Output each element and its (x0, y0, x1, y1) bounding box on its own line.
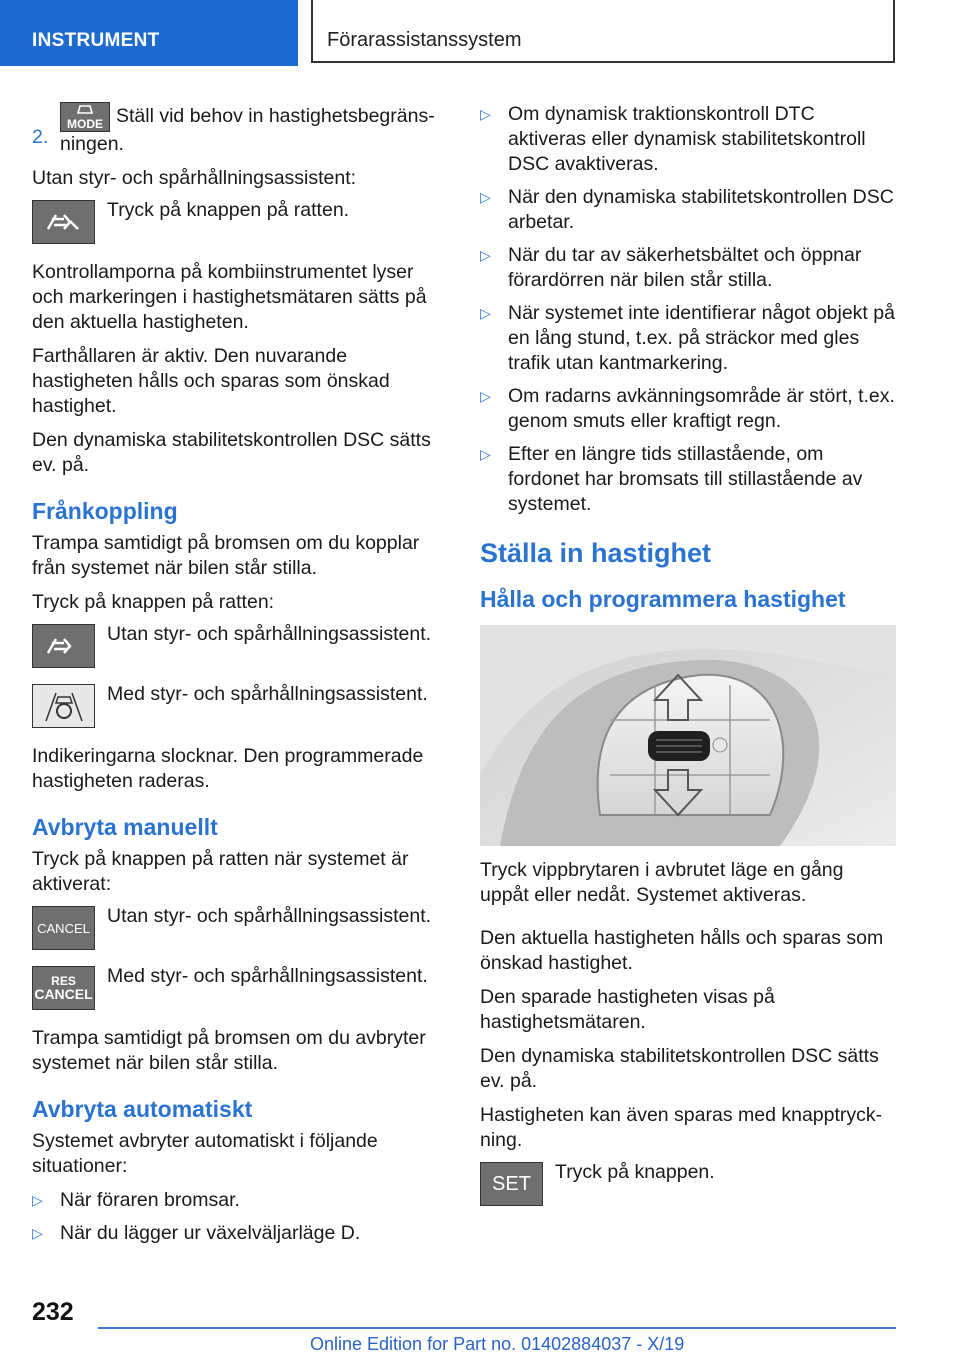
footer-edition: Online Edition for Part no. 01402884037 - X/19 (310, 1334, 685, 1354)
paragraph: Trampa samtidigt på bromsen om du avbryter systemet när bilen står stilla. (32, 1027, 426, 1074)
icon-row (32, 966, 446, 1012)
steering-wheel-rocker-switch-illustration (480, 625, 896, 846)
triangle-bullet-icon: ▷ (480, 446, 491, 462)
list-item: ▷ Om dynamisk traktionskontroll DTC aktiveras eller dynamisk stabilitetskontroll DSC avaktiveras. (480, 103, 866, 175)
triangle-bullet-icon: ▷ (480, 388, 491, 404)
paragraph: Utan styr- och spårhållningsassistent: (32, 167, 357, 189)
page-number: 232 (32, 1298, 74, 1326)
icon-row (480, 1162, 896, 1208)
paragraph: Den sparade hastigheten visas på hastighetsmätaren. (480, 986, 775, 1033)
icon-row-text: Med styr- och spårhållningsassistent. (107, 965, 428, 987)
paragraph: Indikeringarna slocknar. Den programmerade hastigheten raderas. (32, 745, 424, 792)
icon-row-text: Med styr- och spårhållningsassistent. (107, 683, 428, 705)
set-button-icon: SET (480, 1162, 543, 1206)
icon-row-text: Tryck på knappen. (555, 1161, 715, 1183)
step-number: 2. (32, 126, 49, 148)
paragraph: Den dynamiska stabilitetskontrollen DSC sätts ev. på. (480, 1045, 879, 1092)
triangle-bullet-icon: ▷ (480, 305, 491, 321)
right-column (480, 102, 896, 1222)
paragraph: Farthållaren är aktiv. Den nuvarande hastigheten hålls och sparas som önskad hastighet. (32, 345, 390, 417)
chapter-title: Förarassistanssystem (311, 0, 895, 63)
triangle-bullet-icon: ▷ (480, 247, 491, 263)
paragraph: Trampa samtidigt på bromsen om du kopplar från systemet när bilen står stilla. (32, 532, 420, 579)
list-item: ▷ När du lägger ur växelväljarläge D. (32, 1222, 361, 1244)
icon-row (32, 906, 446, 952)
heading-halla-och-programmera: Hålla och programmera hastighet (480, 586, 846, 612)
icon-row (32, 684, 446, 730)
icon-row (32, 624, 446, 670)
paragraph: Kontrollamporna på kombiinstrumentet lyser och markeringen i hastighetsmätaren sätts på den aktuella hastigheten. (32, 261, 427, 333)
step-2-text: Ställ vid behov in hastighetsbegränsningen. (60, 105, 435, 155)
mode-button-icon: MODE (60, 102, 110, 132)
cruise-control-button-icon (32, 624, 95, 668)
paragraph: Systemet avbryter automatiskt i följande situationer: (32, 1130, 378, 1177)
paragraph: Den aktuella hastigheten hålls och sparas som önskad hastighet. (480, 927, 884, 974)
cancel-button-icon: CANCEL (32, 906, 95, 950)
list-item: ▷ När den dynamiska stabilitetskontrollen DSC arbetar. (480, 186, 894, 233)
triangle-bullet-icon: ▷ (480, 106, 491, 122)
triangle-bullet-icon: ▷ (32, 1225, 43, 1241)
paragraph: Tryck vippbrytaren i avbrutet läge en gång uppåt eller nedåt. Systemet aktiveras. (480, 859, 844, 906)
heading-frankoppling: Frånkoppling (32, 498, 178, 524)
list-item: ▷ När systemet inte identifierar något objekt på en lång stund, t.ex. på sträckor med gles trafik utan kantmarkering. (480, 302, 895, 374)
triangle-bullet-icon: ▷ (480, 189, 491, 205)
paragraph: Tryck på knappen på ratten när systemet är aktiverat: (32, 848, 409, 895)
paragraph: Hastigheten kan även sparas med knapptryckning. (480, 1104, 883, 1151)
steering-assist-button-icon (32, 684, 95, 728)
triangle-bullet-icon: ▷ (32, 1192, 43, 1208)
icon-row-text: Utan styr- och spårhållningsassistent. (107, 905, 432, 927)
footer-divider (98, 1327, 896, 1329)
left-column (32, 102, 446, 1254)
heading-avbryta-manuellt: Avbryta manuellt (32, 814, 218, 840)
res-cancel-button-icon: RES CANCEL (32, 966, 95, 1010)
icon-row-text: Utan styr- och spårhållningsassistent. (107, 623, 432, 645)
list-item: ▷ När du tar av säkerhetsbältet och öppnar förardörren när bilen står stilla. (480, 244, 862, 291)
heading-stalla-in-hastighet: Ställa in hastighet (480, 538, 712, 568)
heading-avbryta-automatiskt: Avbryta automatiskt (32, 1096, 253, 1122)
list-item: ▷ När föraren bromsar. (32, 1189, 240, 1211)
icon-row-text: Tryck på knappen på ratten. (107, 199, 350, 221)
list-item: ▷ Efter en längre tids stillastående, om fordonet har bromsats till stillastående av systemet. (480, 443, 863, 515)
icon-row (32, 200, 446, 246)
page-header (0, 0, 960, 66)
cruise-control-button-icon (32, 200, 95, 244)
car-icon (74, 103, 96, 115)
step-2 (32, 102, 446, 157)
list-item: ▷ Om radarns avkänningsområde är stört, t.ex. genom smuts eller kraftigt regn. (480, 385, 895, 432)
section-tab: INSTRUMENT (0, 0, 298, 66)
paragraph: Den dynamiska stabilitetskontrollen DSC sätts ev. på. (32, 429, 431, 476)
paragraph: Tryck på knappen på ratten: (32, 591, 275, 613)
